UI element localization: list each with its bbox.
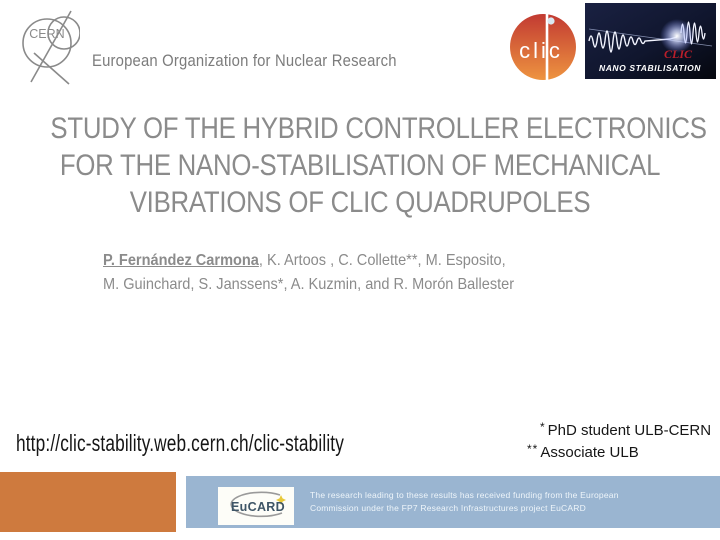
- footer-bar: [186, 476, 720, 528]
- lead-author: P. Fernández Carmona: [103, 252, 259, 269]
- funding-line-2: Commission under the FP7 Research Infrastructures project EuCARD: [310, 503, 586, 513]
- org-name: European Organization for Nuclear Research: [92, 52, 397, 70]
- authors-line-2: M. Guinchard, S. Janssens*, A. Kuzmin, and R. Morón Ballester: [103, 276, 515, 293]
- eucard-logo: [218, 487, 294, 525]
- cern-logo-text: CERN: [29, 27, 65, 41]
- footnote-phd: [540, 420, 711, 439]
- footnote-associate-text: Associate ULB: [540, 444, 639, 461]
- footnote-phd-marker: *: [540, 420, 546, 434]
- project-url: http://clic-stability.web.cern.ch/clic-stability: [16, 430, 345, 456]
- slide-title-line-2: FOR THE NANO-STABILISATION OF MECHANICAL: [59, 149, 661, 182]
- nano-banner-clic-label: CLIC: [664, 47, 693, 61]
- clic-logo-text: clic: [519, 38, 563, 63]
- clic-i-dot-icon: [547, 17, 554, 24]
- slide-title-line-1: STUDY OF THE HYBRID CONTROLLER ELECTRONICS: [50, 112, 707, 145]
- funding-statement: [310, 489, 619, 515]
- nano-banner-title: NANO STABILISATION: [598, 63, 702, 73]
- authors-block: [103, 249, 514, 297]
- clic-logo: [505, 8, 581, 86]
- accent-bar-orange: [0, 472, 176, 532]
- cern-logo: [20, 6, 80, 86]
- footnote-associate-marker: **: [527, 442, 539, 456]
- funding-line-1: The research leading to these results has received funding from the European: [310, 490, 619, 500]
- nano-stabilisation-banner: [585, 3, 716, 79]
- authors-line-1: [103, 249, 514, 273]
- slide-title-line-3: VIBRATIONS OF CLIC QUADRUPOLES: [129, 186, 591, 219]
- authors-line-1-rest: , K. Artoos , C. Collette**, M. Esposito,: [258, 252, 506, 269]
- footnote-phd-text: PhD student ULB-CERN: [547, 422, 712, 439]
- footnote-associate: [527, 442, 639, 461]
- eucard-logo-text: EuCARD: [231, 500, 285, 514]
- slide-title: [50, 110, 707, 221]
